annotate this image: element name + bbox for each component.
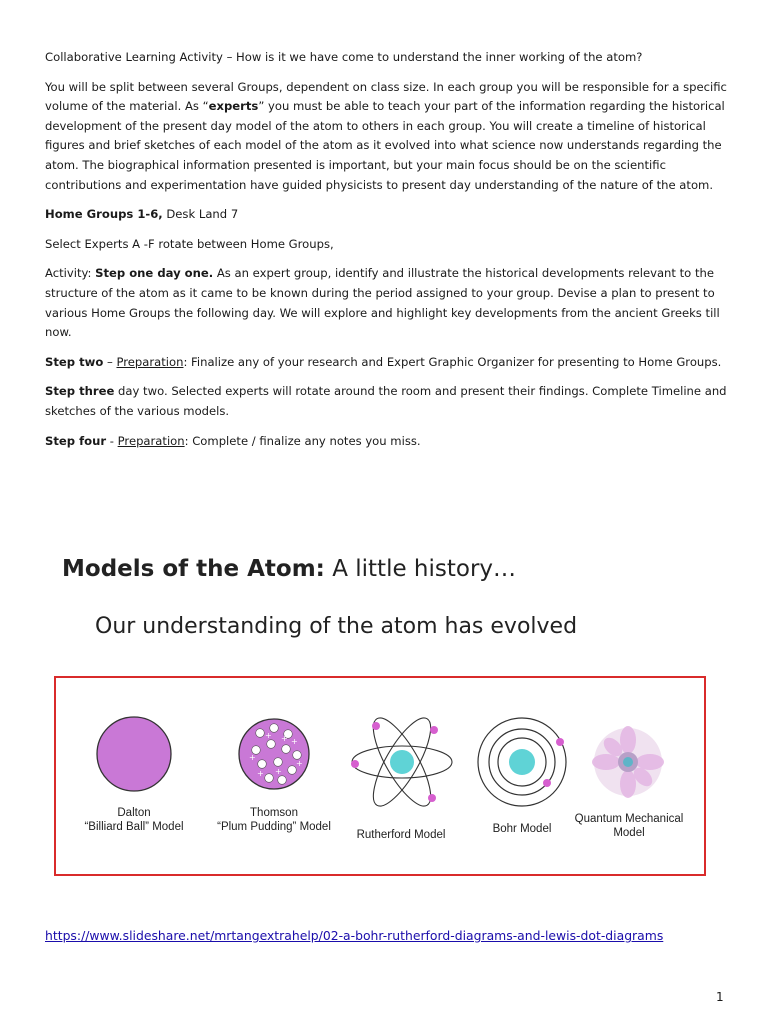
figure-subheading: Our understanding of the atom has evolved xyxy=(95,614,578,639)
atom-models-figure xyxy=(54,676,706,876)
rutherford-caption: Rutherford Model xyxy=(356,829,446,841)
home-groups-line: Home Groups 1-6, Desk Land 7 xyxy=(45,207,239,222)
thomson-caption: Thomson “Plum Pudding” Model xyxy=(217,807,331,833)
dalton-caption: Dalton “Billiard Ball” Model xyxy=(84,807,184,833)
page-number: 1 xyxy=(716,990,724,1004)
quantum-atom-icon xyxy=(588,718,668,806)
quantum-caption: Quantum Mechanical Model xyxy=(574,813,684,839)
rutherford-atom-icon xyxy=(348,706,456,822)
step-four-paragraph: Step four - Preparation: Complete / finalize any notes you miss. xyxy=(45,433,421,448)
bohr-atom-icon xyxy=(474,714,570,810)
step-three-paragraph: Step three day two. Selected experts will rotate around the room and present their findings. Complete Timeline and sketches of the various models. xyxy=(45,384,727,418)
dalton-atom-icon xyxy=(94,698,174,798)
svg-text:+: + xyxy=(281,734,288,743)
select-experts-line: Select Experts A -F rotate between Home Groups, xyxy=(45,236,334,251)
document-body xyxy=(45,48,735,461)
intro-paragraph: You will be split between several Groups, dependent on class size. In each group you will be responsible for a specific volume of the material. As “experts” you must be able to teach your part of the information regarding the historical development of the present day model of the atom to others in each group. You will create a timeline of historical figures and brief sketches of each model of the atom as it evolved into what science now understands regarding the atom. The biographical information presented is important, but your main focus should be on the scientific contributions and experimentation have guided physicists to present day understanding of the nature of the atom. xyxy=(45,79,727,192)
svg-text:+: + xyxy=(291,737,298,746)
svg-text:+: + xyxy=(257,769,264,778)
slideshare-link[interactable]: https://www.slideshare.net/mrtangextrahelp/02-a-bohr-rutherford-diagrams-and-lewis-dot-diagrams xyxy=(45,928,664,943)
svg-text:+: + xyxy=(296,759,303,768)
experts-emphasis: experts xyxy=(208,99,259,114)
svg-text:+: + xyxy=(249,753,256,762)
thomson-atom-icon xyxy=(234,708,314,798)
step-two-paragraph: Step two – Preparation: Finalize any of your research and Expert Graphic Organizer for presenting to Home Groups. xyxy=(45,354,722,369)
activity-paragraph: Activity: Step one day one. As an expert group, identify and illustrate the historical developments relevant to the structure of the atom as it came to be known during the period assigned to your group. Devise a plan to present to various Home Groups the following day. We will explore and highlight key developments from the ancient Greeks till now. xyxy=(45,266,720,340)
figure-heading: Models of the Atom: A little history… xyxy=(62,556,517,582)
svg-text:+: + xyxy=(265,731,272,740)
bohr-caption: Bohr Model xyxy=(492,823,552,835)
svg-text:+: + xyxy=(275,767,282,776)
title-line: Collaborative Learning Activity – How is it we have come to understand the inner working of the atom? xyxy=(45,50,643,64)
